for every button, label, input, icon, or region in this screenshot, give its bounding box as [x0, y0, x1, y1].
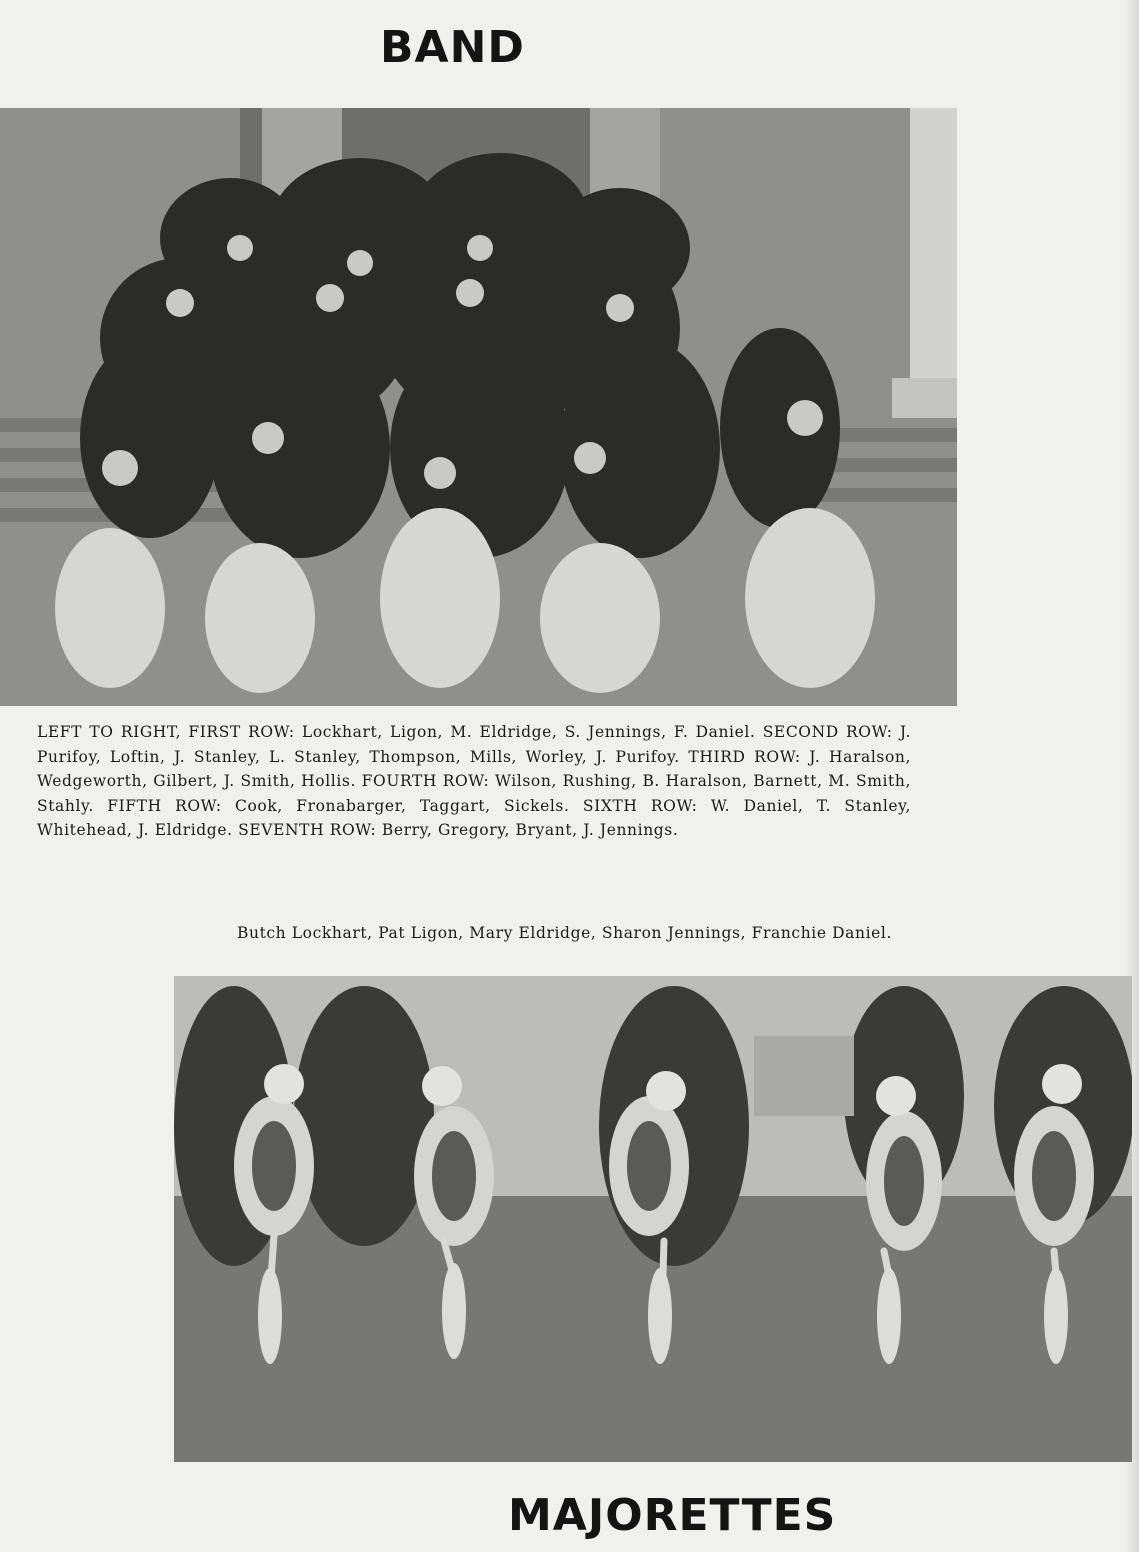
band-photo-drawing — [0, 108, 957, 706]
band-caption: LEFT TO RIGHT, FIRST ROW: Lockhart, Ligon, M. Eldridge, S. Jennings, F. Daniel. SECOND ROW: J. Purifoy, Loftin, J. Stanley, L. Stanley, Thompson, Mills, Worley, J. Purifoy. THIRD ROW: J. Haralson, Wedgeworth, Gilbert, J. Smith, Hollis. FOURTH ROW: Wilson, Rushing, B. Haralson, Barnett, M. Smith, Stahly. FIFTH ROW: Cook, Fronabarger, Taggart, Sickels. SIXTH ROW: W. Daniel, T. Stanley, Whitehead, J. Eldridge. SEVENTH ROW: Berry, Gregory, Bryant, J. Jennings. — [37, 723, 911, 839]
band-group-photo — [0, 108, 957, 706]
majorettes-heading: MAJORETTES — [508, 1490, 837, 1541]
majorettes-photo — [174, 976, 1132, 1462]
majorettes-names: Butch Lockhart, Pat Ligon, Mary Eldridge, Sharon Jennings, Franchie Daniel. — [237, 924, 893, 942]
band-heading: BAND — [380, 22, 525, 73]
majorettes-photo-drawing — [174, 976, 1132, 1462]
